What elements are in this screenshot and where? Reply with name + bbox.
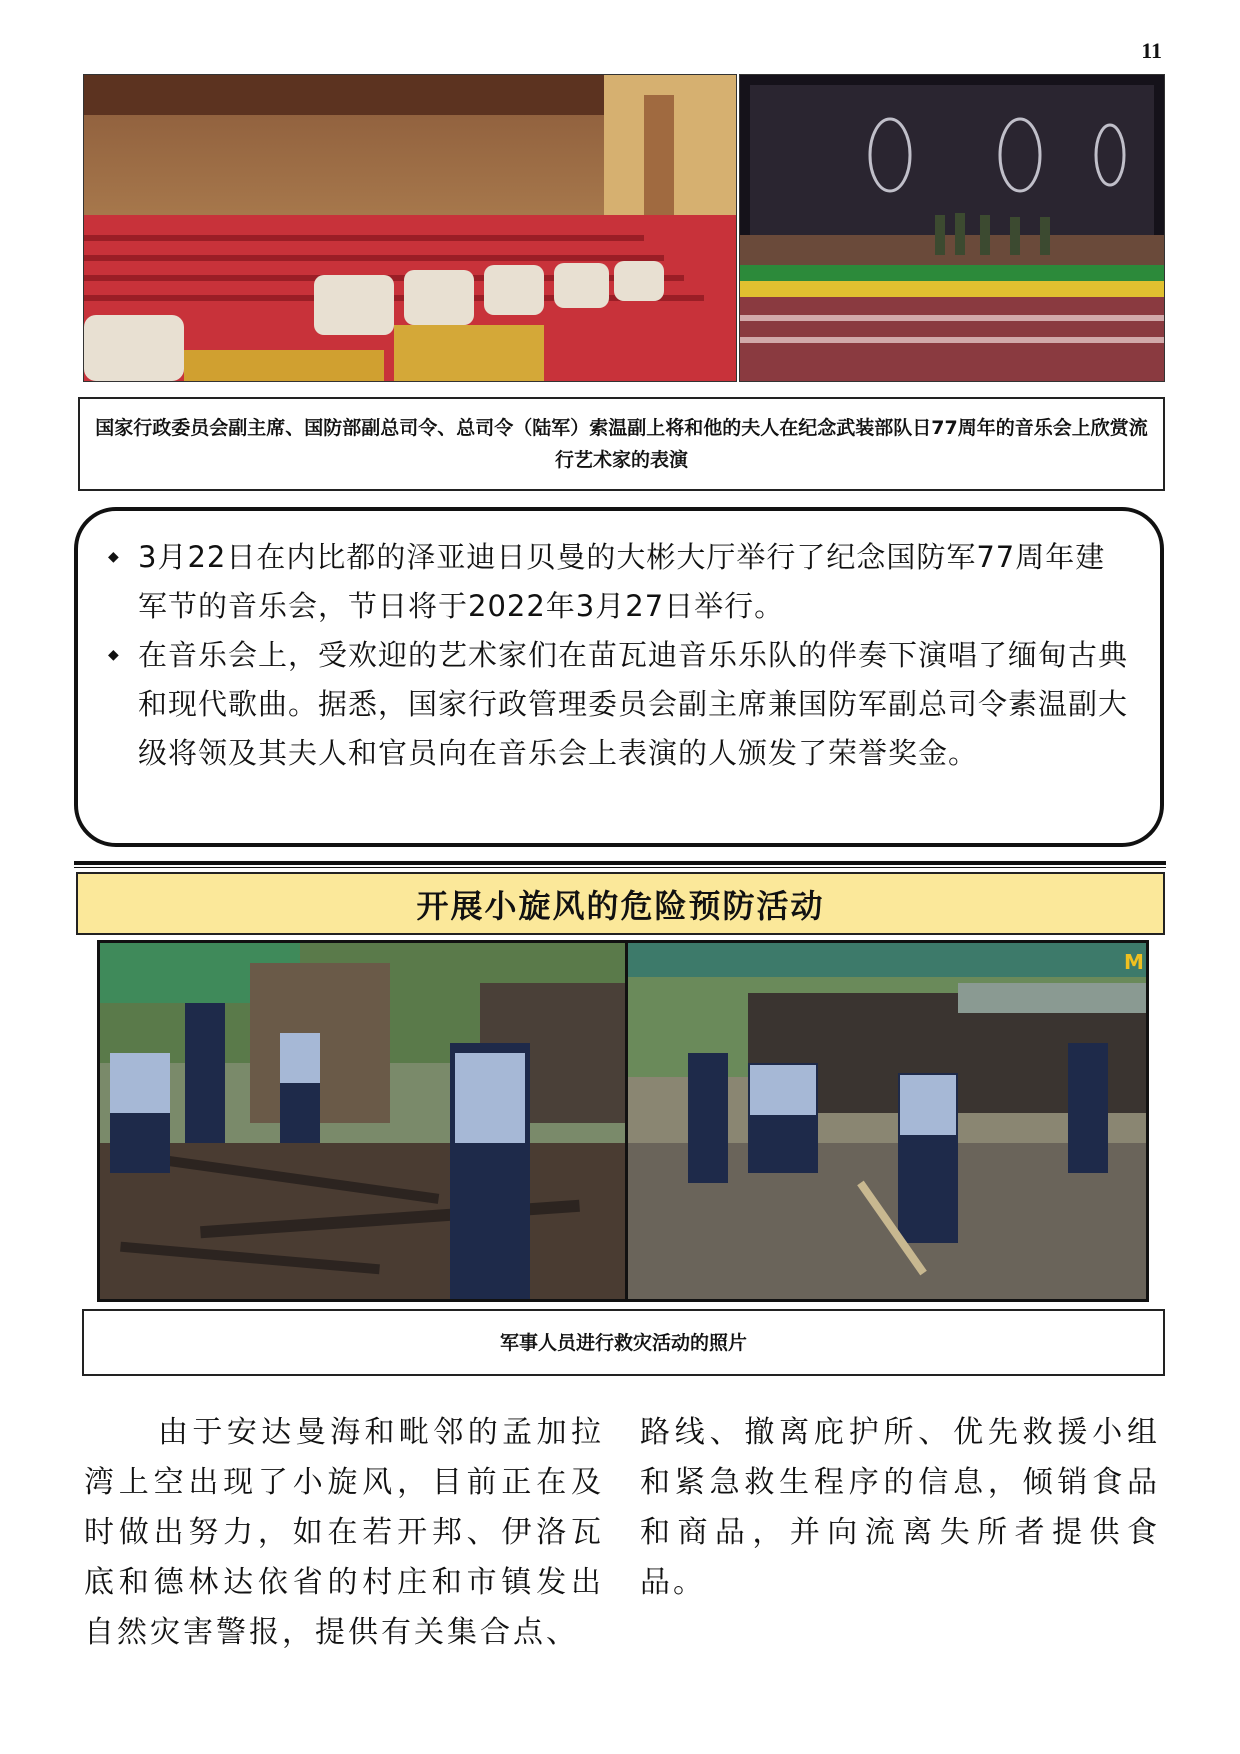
stage-performance-photo — [739, 74, 1165, 382]
body-text-left-column: 由于安达曼海和毗邻的孟加拉湾上空出现了小旋风，目前正在及时做出努力，如在若开邦、伊洛瓦底和德林达依省的村庄和市镇发出自然灾害警报，提供有关集合点、 — [84, 1415, 604, 1650]
summary-bullet — [108, 631, 1134, 778]
section-divider — [74, 861, 1166, 865]
diamond-bullet-icon: ◆ — [108, 647, 120, 663]
summary-bullet-text: 3月22日在内比都的泽亚迪日贝曼的大彬大厅举行了纪念国防军77周年建军节的音乐会，节日将于2022年3月27日举行。 — [138, 540, 1106, 623]
bottom-photo-caption — [82, 1309, 1165, 1376]
body-text-right-column: 路线、撤离庇护所、优先救援小组和紧急救生程序的信息，倾销食品和商品，并向流离失所者提供食品。 — [640, 1415, 1160, 1600]
personnel-clearing-debris-photo-2 — [625, 940, 1149, 1302]
bottom-photo-caption-text: 军事人员进行救灾活动的照片 — [499, 1331, 747, 1354]
summary-bullet — [108, 533, 1134, 631]
channel-logo-icon: M — [1124, 950, 1144, 974]
concert-hall-audience-photo — [83, 74, 737, 382]
section-title: 开展小旋风的危险预防活动 — [76, 872, 1165, 935]
page-number: 11 — [1141, 38, 1162, 63]
top-photo-caption-text: 国家行政委员会副主席、国防部副总司令、总司令（陆军）索温副上将和他的夫人在纪念武装部队日77周年的音乐会上欣赏流行艺术家的表演 — [95, 417, 1148, 471]
section-divider-thin — [74, 867, 1166, 868]
top-photo-caption — [78, 397, 1165, 491]
news-summary-box — [74, 507, 1164, 847]
diamond-bullet-icon: ◆ — [108, 549, 120, 565]
personnel-clearing-debris-photo-1 — [97, 940, 628, 1302]
summary-bullet-text: 在音乐会上，受欢迎的艺术家们在苗瓦迪音乐乐队的伴奏下演唱了缅甸古典和现代歌曲。据悉，国家行政管理委员会副主席兼国防军副总司令素温副大级将领及其夫人和官员向在音乐会上表演的人颁发了荣誉奖金。 — [138, 638, 1129, 770]
